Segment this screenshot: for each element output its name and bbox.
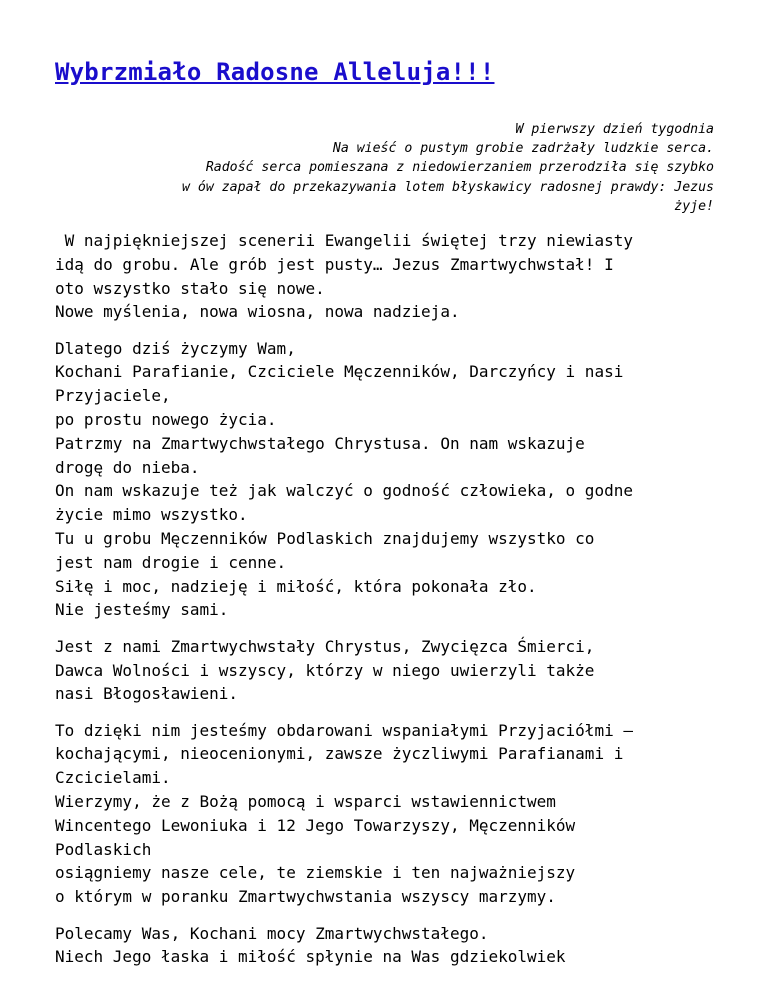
text-line: osiągniemy nasze cele, te ziemskie i ten najważniejszy — [55, 863, 576, 883]
paragraph-3 — [55, 635, 725, 706]
intro-line: w ów zapał do przekazywania lotem błyskawicy radosnej prawdy: Jezus — [182, 179, 714, 195]
text-line: On nam wskazuje też jak walczyć o godność człowieka, o godne — [55, 481, 633, 501]
text-line: Niech Jego łaska i miłość spłynie na Was gdziekolwiek — [55, 947, 566, 967]
text-line: o którym w poranku Zmartwychwstania wszyscy marzymy. — [55, 887, 556, 907]
text-line: Czcicielami. — [55, 768, 171, 788]
text-line: nasi Błogosławieni. — [55, 684, 239, 704]
text-line: To dzięki nim jesteśmy obdarowani wspaniałymi Przyjaciółmi – — [55, 720, 633, 740]
document-body — [55, 229, 725, 982]
text-line: Tu u grobu Męczenników Podlaskich znajdujemy wszystko co — [55, 529, 595, 549]
text-line: oto wszystko stało się nowe. — [55, 278, 325, 298]
intro-line: żyje! — [674, 198, 714, 214]
text-line: po prostu nowego życia. — [55, 410, 277, 430]
text-line: Kochani Parafianie, Czciciele Męczenników, Darczyńcy i nasi — [55, 362, 624, 382]
text-line: Dawca Wolności i wszyscy, którzy w niego uwierzyli także — [55, 660, 595, 680]
intro-line: Na wieść o pustym grobie zadrżały ludzkie serca. — [332, 141, 714, 157]
text-line: Polecamy Was, Kochani mocy Zmartwychwstałego. — [55, 923, 489, 943]
text-line: Nie jesteśmy sami. — [55, 600, 229, 620]
text-line: W najpiękniejszej scenerii Ewangelii świętej trzy niewiasty — [55, 231, 633, 250]
text-line: Siłę i moc, nadzieję i miłość, która pokonała zło. — [55, 576, 537, 596]
intro-quote — [44, 120, 714, 216]
intro-line: W pierwszy dzień tygodnia — [515, 122, 714, 137]
text-line: kochającymi, nieocenionymi, zawsze życzliwymi Parafianami i — [55, 744, 624, 764]
text-line: Jest z nami Zmartwychwstały Chrystus, Zwycięzca Śmierci, — [55, 636, 595, 656]
text-line: Patrzmy na Zmartwychwstałego Chrystusa. On nam wskazuje — [55, 433, 585, 453]
text-line: Dlatego dziś życzymy Wam, — [55, 338, 296, 358]
paragraph-1 — [55, 229, 725, 324]
text-line: Wincentego Lewoniuka i 12 Jego Towarzyszy, Męczenników — [55, 815, 576, 835]
text-line: Nowe myślenia, nowa wiosna, nowa nadzieja. — [55, 302, 460, 322]
text-line: drogę do nieba. — [55, 457, 200, 477]
paragraph-5 — [55, 922, 725, 970]
intro-line: Radość serca pomieszana z niedowierzaniem przerodziła się szybko — [205, 160, 714, 176]
paragraph-4 — [55, 719, 725, 909]
text-line: życie mimo wszystko. — [55, 505, 248, 525]
text-line: Przyjaciele, — [55, 386, 171, 406]
text-line: Wierzymy, że z Bożą pomocą i wsparci wstawiennictwem — [55, 792, 556, 812]
text-line: jest nam drogie i cenne. — [55, 552, 287, 572]
text-line: Podlaskich — [55, 839, 152, 859]
paragraph-2 — [55, 337, 725, 623]
document-title-link[interactable]: Wybrzmiało Radosne Alleluja!!! — [55, 58, 495, 86]
text-line: idą do grobu. Ale grób jest pusty… Jezus Zmartwychwstał! I — [55, 254, 614, 274]
